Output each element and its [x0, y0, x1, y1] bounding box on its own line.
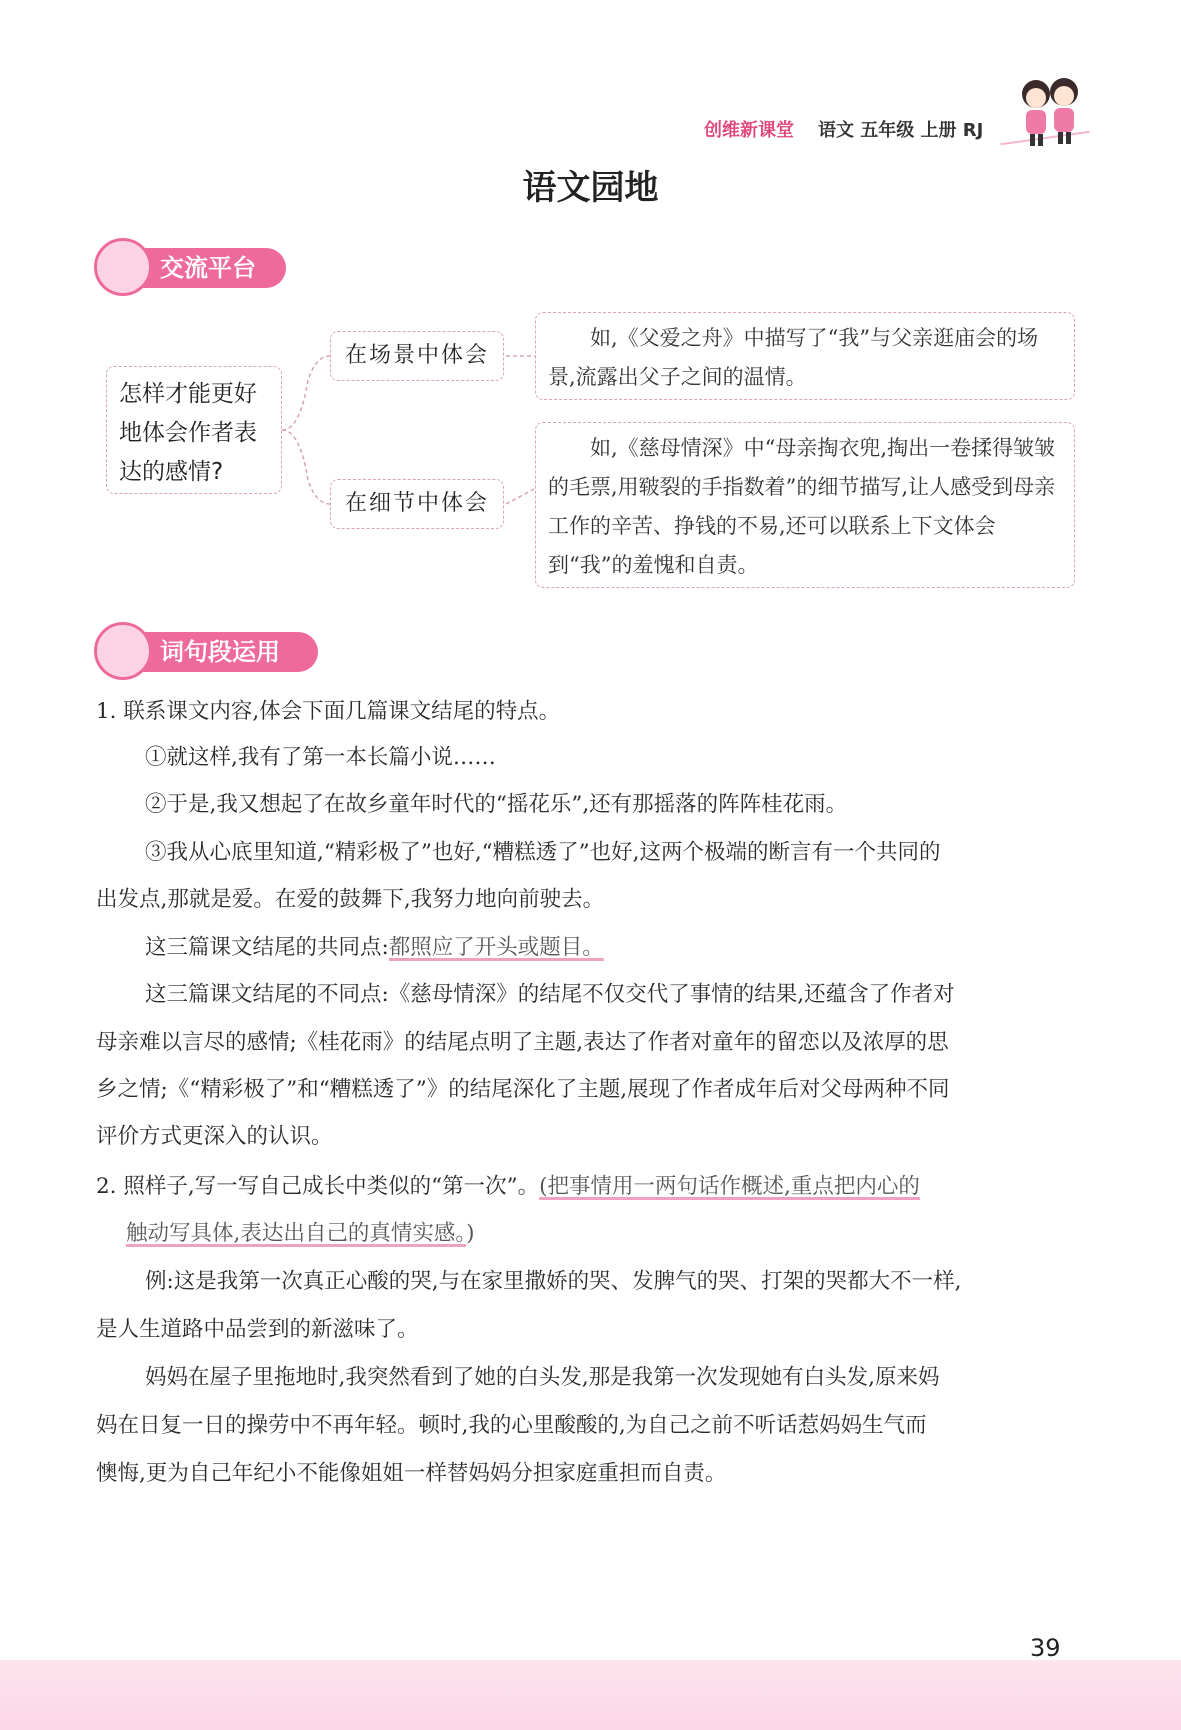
example-scene: 如,《父爱之舟》中描写了“我”与父亲逛庙会的场景,流露出父子之间的温情。	[535, 312, 1075, 400]
question-line: 地体会作者表	[119, 420, 257, 446]
question-2-hint-cont: 触动写具体,表达出自己的真情实感。	[126, 1221, 467, 1246]
section-tag-exchange: 交流平台	[96, 248, 286, 288]
common-point-answer: 都照应了开头或题目。	[388, 935, 604, 960]
answer-line: 懊悔,更为自己年纪小不能像姐姐一样替妈妈分担家庭重担而自责。	[96, 1461, 727, 1486]
difference-line: 乡之情;《“精彩极了”和“糟糕透了”》的结尾深化了主题,展现了作者成年后对父母两种不同	[96, 1077, 950, 1102]
quote-2: ②于是,我又想起了在故乡童年时代的“摇花乐”,还有那摇落的阵阵桂花雨。	[145, 792, 848, 817]
branch-scene: 在场景中体会	[330, 331, 504, 381]
mindmap-question-box	[106, 366, 282, 494]
mascot-icon	[94, 238, 152, 296]
section-tag-usage: 词句段运用	[96, 632, 318, 672]
question-line: 怎样才能更好	[119, 381, 257, 407]
mascot-icon	[94, 622, 152, 680]
page-title: 语文园地	[522, 168, 659, 208]
series-brand: 创维新课堂	[704, 120, 794, 141]
quote-3-cont: 出发点,那就是爱。在爱的鼓舞下,我努力地向前驶去。	[96, 887, 605, 912]
question-2-row	[96, 1172, 920, 1202]
common-point-row	[145, 933, 604, 963]
difference-line: 母亲难以言尽的感情;《桂花雨》的结尾点明了主题,表达了作者对童年的留恋以及浓厚的思	[96, 1030, 949, 1055]
question-1: 1. 联系课文内容,体会下面几篇课文结尾的特点。	[96, 699, 561, 724]
question-2-hint-row	[126, 1219, 474, 1249]
page-footer-band	[0, 1660, 1181, 1730]
branch-detail: 在细节中体会	[330, 479, 504, 529]
answer-line: 妈妈在屋子里拖地时,我突然看到了她的白头发,那是我第一次发现她有白头发,原来妈	[145, 1365, 940, 1390]
difference-line: 这三篇课文结尾的不同点:《慈母情深》的结尾不仅交代了事情的结果,还蕴含了作者对	[145, 982, 955, 1007]
example-line: 是人生道路中品尝到的新滋味了。	[96, 1317, 419, 1342]
book-info: 语文 五年级 上册 RJ	[818, 120, 984, 141]
children-mascot-icon	[1016, 72, 1086, 150]
question-2-hint-close: )	[466, 1221, 475, 1246]
common-point-label: 这三篇课文结尾的共同点:	[145, 935, 389, 960]
difference-line: 评价方式更深入的认识。	[96, 1124, 333, 1149]
page-number: 39	[1030, 1634, 1061, 1662]
example-detail: 如,《慈母情深》中“母亲掏衣兜,掏出一卷揉得皱皱的毛票,用皲裂的手指数着”的细节描写,让人感受到母亲工作的辛苦、挣钱的不易,还可以联系上下文体会到“我”的羞愧和自责。	[535, 422, 1075, 588]
quote-1: ①就这样,我有了第一本长篇小说……	[145, 745, 496, 770]
question-2-hint: (把事情用一两句话作概述,重点把内心的	[539, 1174, 920, 1199]
quote-3: ③我从心底里知道,“精彩极了”也好,“糟糕透了”也好,这两个极端的断言有一个共同的	[145, 840, 941, 865]
question-line: 达的感情?	[119, 459, 224, 485]
answer-line: 妈在日复一日的操劳中不再年轻。顿时,我的心里酸酸的,为自己之前不听话惹妈妈生气而	[96, 1413, 927, 1438]
example-line: 例:这是我第一次真正心酸的哭,与在家里撒娇的哭、发脾气的哭、打架的哭都大不一样,	[145, 1269, 962, 1294]
question-2: 2. 照样子,写一写自己成长中类似的“第一次”。	[96, 1174, 540, 1199]
